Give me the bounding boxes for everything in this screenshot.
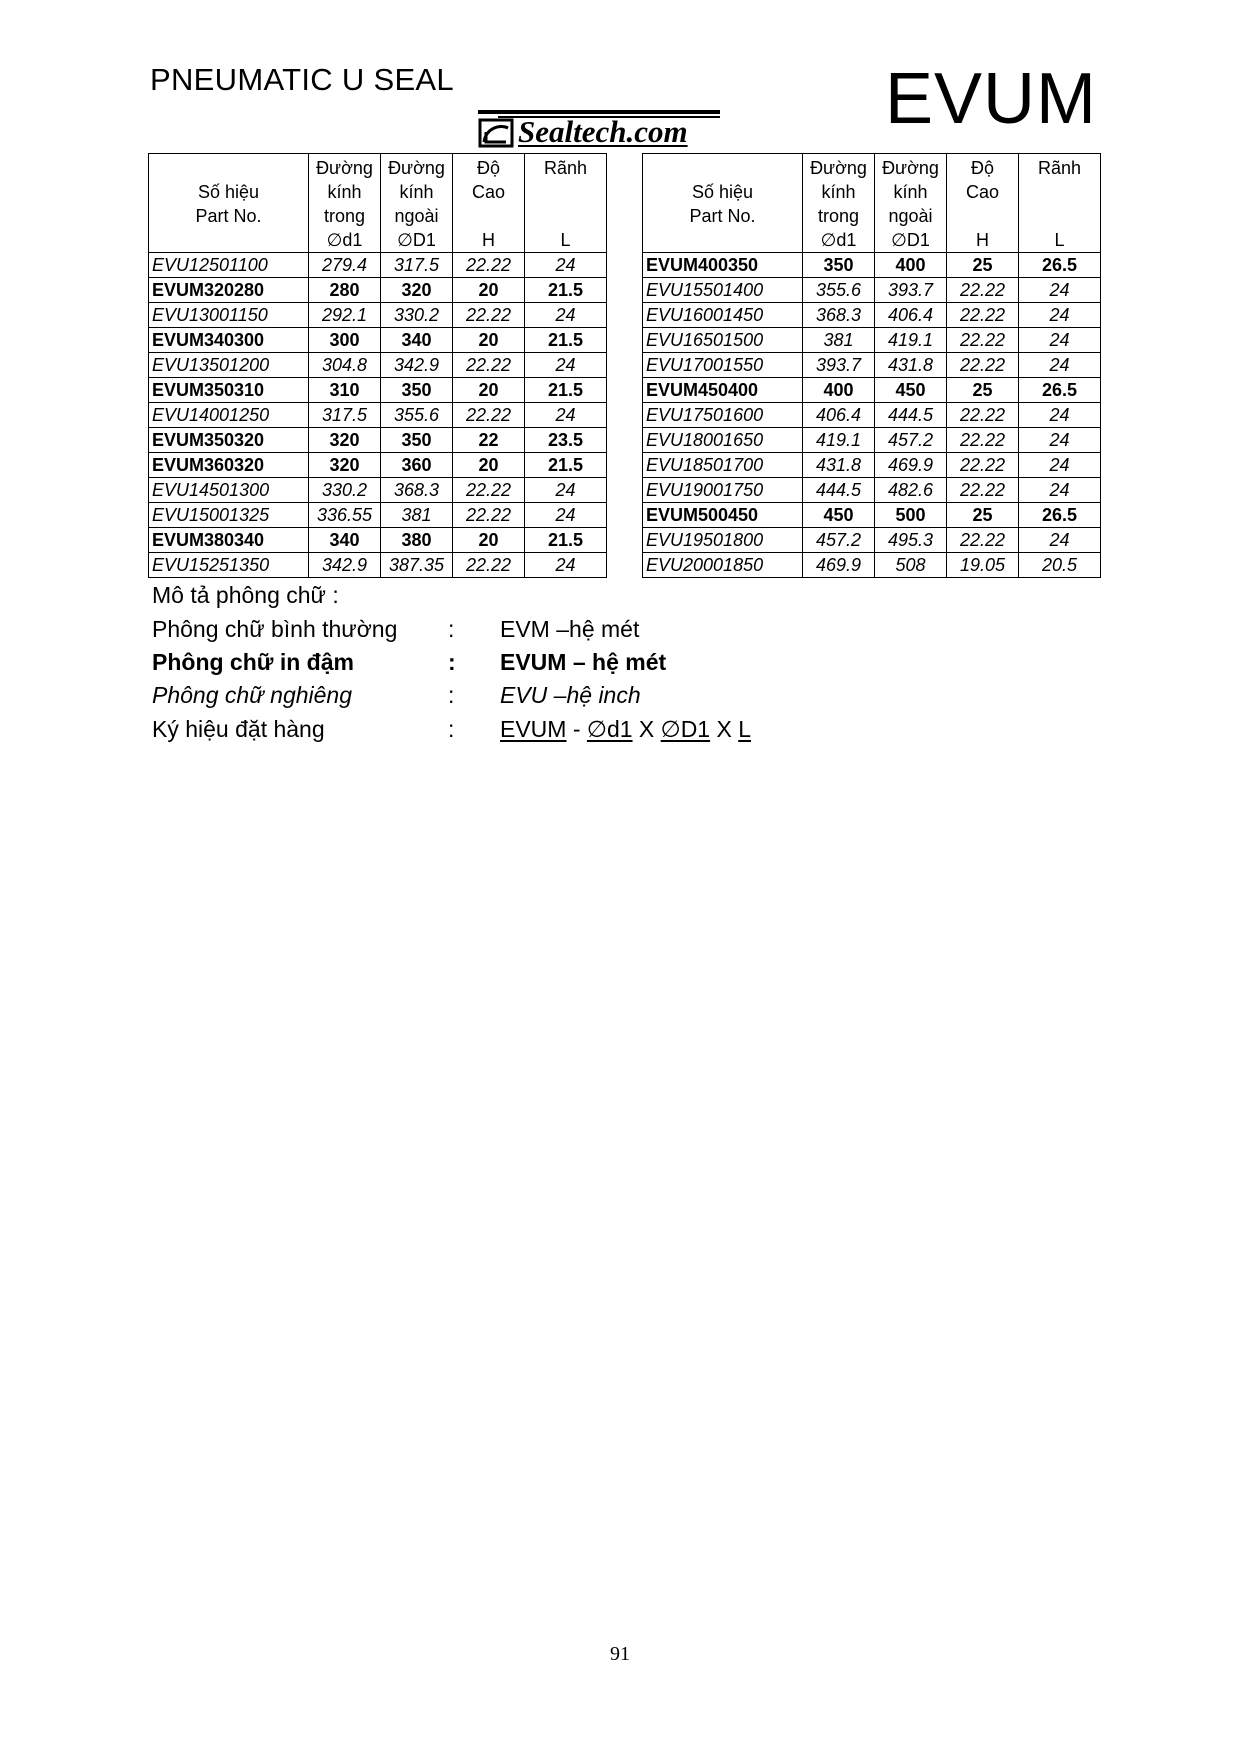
cell-H: 25 [947,503,1019,528]
cell-D1: 340 [381,328,453,353]
table-row [149,253,607,278]
table-row [149,453,607,478]
cell-H: 20 [453,378,525,403]
cell-H: 22.22 [947,278,1019,303]
cell-d1: 279.4 [309,253,381,278]
header-D1: Đường kính ngoài ∅D1 [875,154,947,253]
cell-part: EVUM400350 [643,253,803,278]
cell-H: 22.22 [947,428,1019,453]
table-row [643,453,1101,478]
cell-H: 25 [947,253,1019,278]
cell-L: 26.5 [1019,378,1101,403]
header-L: Rãnh L [525,154,607,253]
cell-L: 24 [525,503,607,528]
cell-D1: 500 [875,503,947,528]
legend-separator: : [448,716,455,742]
legend-normal-value: EVM –hệ mét [500,616,640,642]
table-row [643,528,1101,553]
cell-d1: 457.2 [803,528,875,553]
legend-heading: Mô tả phông chữ : [152,582,339,608]
cell-L: 24 [1019,328,1101,353]
cell-H: 20 [453,278,525,303]
cell-D1: 450 [875,378,947,403]
cell-part: EVUM340300 [149,328,309,353]
cell-L: 23.5 [525,428,607,453]
cell-part: EVUM320280 [149,278,309,303]
legend-separator: : [448,616,455,642]
cell-H: 22.22 [453,253,525,278]
cell-part: EVU17001550 [643,353,803,378]
table-row [643,553,1101,578]
spec-table-left [148,153,607,578]
cell-D1: 508 [875,553,947,578]
legend-separator: : [448,682,455,708]
header-part: Số hiệu Part No. [643,154,803,253]
spec-table-right [642,153,1101,578]
cell-L: 21.5 [525,453,607,478]
cell-L: 24 [525,253,607,278]
cell-H: 22.22 [453,303,525,328]
cell-H: 22.22 [453,353,525,378]
cell-L: 24 [1019,528,1101,553]
cell-H: 25 [947,378,1019,403]
cell-H: 22.22 [947,328,1019,353]
cell-L: 24 [525,553,607,578]
cell-part: EVU16001450 [643,303,803,328]
cell-d1: 292.1 [309,303,381,328]
cell-D1: 400 [875,253,947,278]
legend-order-label: Ký hiệu đặt hàng [152,716,325,742]
cell-H: 22.22 [947,353,1019,378]
cell-H: 20 [453,528,525,553]
cell-L: 21.5 [525,278,607,303]
order-code-D1: ∅D1 [660,716,711,742]
cell-L: 24 [1019,428,1101,453]
cell-D1: 350 [381,428,453,453]
cell-L: 24 [525,303,607,328]
cell-L: 26.5 [1019,503,1101,528]
cell-part: EVU13001150 [149,303,309,328]
order-code-format [500,716,751,743]
cell-D1: 495.3 [875,528,947,553]
cell-D1: 393.7 [875,278,947,303]
cell-D1: 342.9 [381,353,453,378]
cell-D1: 320 [381,278,453,303]
cell-d1: 310 [309,378,381,403]
cell-D1: 406.4 [875,303,947,328]
order-code-dash: - [566,716,587,742]
series-code: EVUM [885,59,1098,139]
table-row [149,278,607,303]
cell-H: 19.05 [947,553,1019,578]
page-number: 91 [610,1643,630,1665]
cell-D1: 381 [381,503,453,528]
cell-part: EVU18001650 [643,428,803,453]
legend-italic-value: EVU –hệ inch [500,682,641,708]
cell-D1: 387.35 [381,553,453,578]
logo-text: Sealtech.com [518,114,688,149]
table-row [149,503,607,528]
cell-part: EVU18501700 [643,453,803,478]
cell-d1: 320 [309,428,381,453]
cell-d1: 350 [803,253,875,278]
legend-bold-label: Phông chữ in đậm [152,649,354,675]
cell-part: EVU13501200 [149,353,309,378]
sealtech-logo [478,110,720,150]
cell-H: 22.22 [947,453,1019,478]
cell-D1: 457.2 [875,428,947,453]
cell-part: EVU19501800 [643,528,803,553]
cell-d1: 381 [803,328,875,353]
cell-D1: 482.6 [875,478,947,503]
cell-part: EVU14501300 [149,478,309,503]
cell-H: 20 [453,328,525,353]
cell-H: 22.22 [453,403,525,428]
cell-part: EVU12501100 [149,253,309,278]
legend-italic-label: Phông chữ nghiêng [152,682,353,708]
cell-L: 21.5 [525,528,607,553]
cell-L: 24 [1019,478,1101,503]
cell-d1: 342.9 [309,553,381,578]
cell-part: EVUM450400 [643,378,803,403]
cell-H: 22.22 [453,553,525,578]
cell-D1: 380 [381,528,453,553]
cell-L: 21.5 [525,378,607,403]
header-L: Rãnh L [1019,154,1101,253]
cell-part: EVU14001250 [149,403,309,428]
cell-H: 22.22 [947,478,1019,503]
cell-H: 22 [453,428,525,453]
cell-D1: 368.3 [381,478,453,503]
cell-H: 22.22 [947,528,1019,553]
cell-d1: 280 [309,278,381,303]
cell-d1: 400 [803,378,875,403]
order-code-series: EVUM [500,716,567,742]
table-row [643,478,1101,503]
cell-d1: 300 [309,328,381,353]
cell-d1: 450 [803,503,875,528]
cell-d1: 419.1 [803,428,875,453]
cell-L: 24 [525,403,607,428]
cell-d1: 393.7 [803,353,875,378]
order-code-x1: X [632,716,661,742]
legend-normal-label: Phông chữ bình thường [152,616,398,642]
table-row [643,403,1101,428]
header-part: Số hiệu Part No. [149,154,309,253]
cell-L: 24 [1019,278,1101,303]
cell-part: EVU16501500 [643,328,803,353]
cell-part: EVU15501400 [643,278,803,303]
cell-d1: 340 [309,528,381,553]
cell-d1: 355.6 [803,278,875,303]
cell-H: 22.22 [453,503,525,528]
cell-d1: 320 [309,453,381,478]
order-code-x2: X [710,716,739,742]
cell-d1: 368.3 [803,303,875,328]
header-H: Độ Cao H [453,154,525,253]
cell-d1: 304.8 [309,353,381,378]
cell-L: 24 [1019,353,1101,378]
header-d1: Đường kính trong ∅d1 [309,154,381,253]
cell-D1: 350 [381,378,453,403]
cell-part: EVU15001325 [149,503,309,528]
cell-H: 22.22 [947,303,1019,328]
legend-separator: : [448,649,456,675]
cell-D1: 317.5 [381,253,453,278]
table-header-row [149,154,607,253]
header-D1: Đường kính ngoài ∅D1 [381,154,453,253]
cell-L: 24 [1019,403,1101,428]
cell-D1: 431.8 [875,353,947,378]
table-row [149,528,607,553]
cell-H: 20 [453,453,525,478]
cell-part: EVUM360320 [149,453,309,478]
cell-D1: 360 [381,453,453,478]
cell-part: EVU15251350 [149,553,309,578]
table-row [149,478,607,503]
table-row [643,378,1101,403]
logo-seal-icon [478,118,514,148]
cell-part: EVU17501600 [643,403,803,428]
table-row [149,378,607,403]
cell-part: EVUM350310 [149,378,309,403]
cell-d1: 336.55 [309,503,381,528]
cell-L: 24 [525,353,607,378]
cell-D1: 330.2 [381,303,453,328]
cell-d1: 431.8 [803,453,875,478]
cell-d1: 406.4 [803,403,875,428]
cell-D1: 419.1 [875,328,947,353]
table-row [149,353,607,378]
cell-part: EVUM500450 [643,503,803,528]
table-row [149,328,607,353]
cell-part: EVU19001750 [643,478,803,503]
table-header-row [643,154,1101,253]
table-row [643,428,1101,453]
cell-part: EVUM350320 [149,428,309,453]
header-d1: Đường kính trong ∅d1 [803,154,875,253]
table-row [643,303,1101,328]
cell-L: 24 [525,478,607,503]
table-row [643,253,1101,278]
table-row [149,553,607,578]
order-code-d1: ∅d1 [586,716,633,742]
cell-H: 22.22 [453,478,525,503]
table-row [643,328,1101,353]
cell-L: 24 [1019,303,1101,328]
cell-d1: 444.5 [803,478,875,503]
cell-part: EVUM380340 [149,528,309,553]
cell-d1: 317.5 [309,403,381,428]
page-title: PNEUMATIC U SEAL [150,62,454,97]
cell-part: EVU20001850 [643,553,803,578]
header-H: Độ Cao H [947,154,1019,253]
table-row [643,353,1101,378]
legend-bold-value: EVUM – hệ mét [500,649,667,675]
order-code-L: L [738,716,752,742]
cell-D1: 469.9 [875,453,947,478]
spec-table-right-body [643,253,1101,578]
cell-D1: 444.5 [875,403,947,428]
table-row [149,428,607,453]
spec-table-left-body [149,253,607,578]
cell-d1: 469.9 [803,553,875,578]
table-row [643,278,1101,303]
table-row [643,503,1101,528]
cell-d1: 330.2 [309,478,381,503]
cell-L: 21.5 [525,328,607,353]
table-row [149,303,607,328]
table-row [149,403,607,428]
cell-H: 22.22 [947,403,1019,428]
cell-D1: 355.6 [381,403,453,428]
cell-L: 24 [1019,453,1101,478]
cell-L: 20.5 [1019,553,1101,578]
cell-L: 26.5 [1019,253,1101,278]
